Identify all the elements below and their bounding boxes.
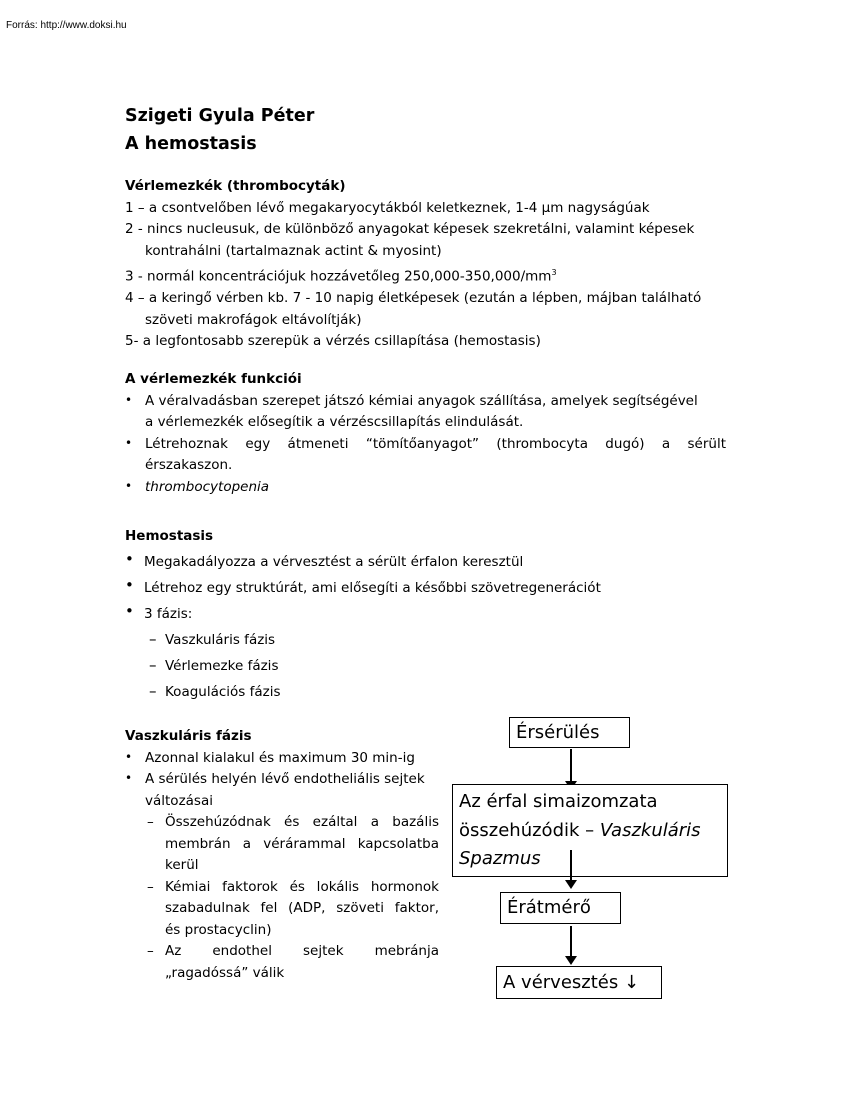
function-1-line-2: a vérlemezkék elősegítik a vérzéscsillapítás elindulását.	[145, 414, 524, 430]
hemostasis-heading: Hemostasis	[125, 528, 214, 544]
hemostasis-item-2: • Létrehoz egy struktúrát, ami elősegíti a későbbi szövetregenerációt	[125, 575, 726, 601]
phase-item: – Koagulációs fázis	[125, 679, 726, 705]
platelet-fact-4-cont: szöveti makrofágok eltávolítják)	[145, 311, 362, 328]
flow-box-diameter: Érátmérő	[500, 892, 621, 924]
flow-box-injury: Érsérülés	[509, 717, 630, 748]
vascular-sub-2-line-3: és prostacyclin)	[165, 921, 272, 938]
hemostasis-item-1: • Megakadályozza a vérvesztést a sérült érfalon keresztül	[125, 549, 726, 575]
vascular-sub-2	[125, 877, 439, 942]
vascular-sub-3-line-2: „ragadóssá” válik	[165, 964, 285, 981]
document-header	[125, 102, 314, 158]
function-1-line-1: • A véralvadásban szerepet játszó kémiai anyagok szállítása, amelyek segítségével	[145, 392, 698, 409]
flow-box-spasm-text: összehúzódik –	[459, 819, 600, 841]
flow-box-spasm	[452, 784, 728, 877]
source-url: Forrás: http://www.doksi.hu	[6, 20, 127, 31]
platelet-fact-2: 2 - nincs nucleusuk, de különböző anyagokat képesek szekretálni, valamint képesek	[125, 221, 695, 237]
hemostasis-section	[125, 523, 726, 705]
vascular-heading: Vaszkuláris fázis	[125, 728, 252, 744]
list-item	[125, 434, 726, 477]
vascular-sub-3-line-1: – Az endothel sejtek mebránja	[165, 943, 439, 959]
superscript: 3	[551, 268, 557, 277]
phase-item: – Vaszkuláris fázis	[125, 627, 726, 653]
platelets-section	[125, 176, 726, 353]
page-title: A hemostasis	[125, 134, 257, 154]
flow-arrow-2	[570, 850, 572, 882]
author-name: Szigeti Gyula Péter	[125, 106, 315, 126]
functions-heading: A vérlemezkék funkciói	[125, 371, 302, 387]
flow-arrow-1	[570, 749, 572, 783]
platelet-fact-3-text: 3 - normál koncentrációjuk hozzávetőleg 250,000-350,000/mm	[125, 268, 552, 285]
vascular-sub-3	[125, 941, 439, 984]
platelet-fact-1: 1 – a csontvelőben lévő megakaryocytákból keletkeznek, 1-4 µm nagyságúak	[125, 199, 650, 216]
function-3: • thrombocytopenia	[145, 478, 270, 495]
flow-box-spasm-line-1: Az érfal simaizomzata	[459, 791, 658, 812]
platelet-fact-2-cont: kontrahálni (tartalmaznak actint & myosint)	[145, 242, 442, 259]
phase-item: – Vérlemezke fázis	[125, 653, 726, 679]
vascular-item-1: • Azonnal kialakul és maximum 30 min-ig	[125, 748, 439, 770]
list-item	[125, 477, 726, 499]
vascular-item-2	[125, 769, 439, 812]
function-2-line-1: • Létrehoznak egy átmeneti “tömítőanyagot” (thrombocyta dugó) a sérült	[145, 435, 726, 452]
vascular-sub-1-line-2: membrán a vérárammal kapcsolatba	[165, 835, 439, 852]
vascular-sub-1-line-3: kerül	[165, 857, 199, 873]
vascular-section	[125, 726, 439, 984]
vascular-sub-1	[125, 812, 439, 877]
vascular-sub-1-line-1: – Összehúzódnak és ezáltal a bazális	[165, 814, 439, 830]
platelet-fact-3	[125, 262, 726, 288]
platelet-fact-5: 5- a legfontosabb szerepük a vérzés csillapítása (hemostasis)	[125, 333, 541, 349]
vascular-item-2-line-1: • A sérülés helyén lévő endotheliális sejtek	[145, 771, 425, 787]
platelets-heading: Vérlemezkék (thrombocyták)	[125, 178, 346, 194]
functions-section	[125, 369, 726, 498]
flow-box-spasm-line-2	[459, 817, 721, 846]
flow-arrow-3	[570, 926, 572, 958]
flow-box-spasm-italic: Vaszkuláris	[599, 819, 701, 841]
function-2-line-2: érszakaszon.	[145, 457, 233, 473]
vascular-sub-2-line-1: – Kémiai faktorok és lokális hormonok	[165, 878, 439, 895]
list-item	[125, 391, 726, 434]
vascular-sub-2-line-2: szabadulnak fel (ADP, szöveti faktor,	[165, 900, 439, 916]
flow-box-spasm-line-3: Spazmus	[459, 848, 541, 869]
hemostasis-item-3: • 3 fázis:	[125, 601, 726, 627]
flow-box-blood-loss: A vérvesztés ↓	[496, 966, 662, 999]
platelet-fact-4: 4 – a keringő vérben kb. 7 - 10 napig életképesek (ezután a lépben, májban található	[125, 290, 702, 306]
vascular-item-2-line-2: változásai	[145, 792, 213, 809]
